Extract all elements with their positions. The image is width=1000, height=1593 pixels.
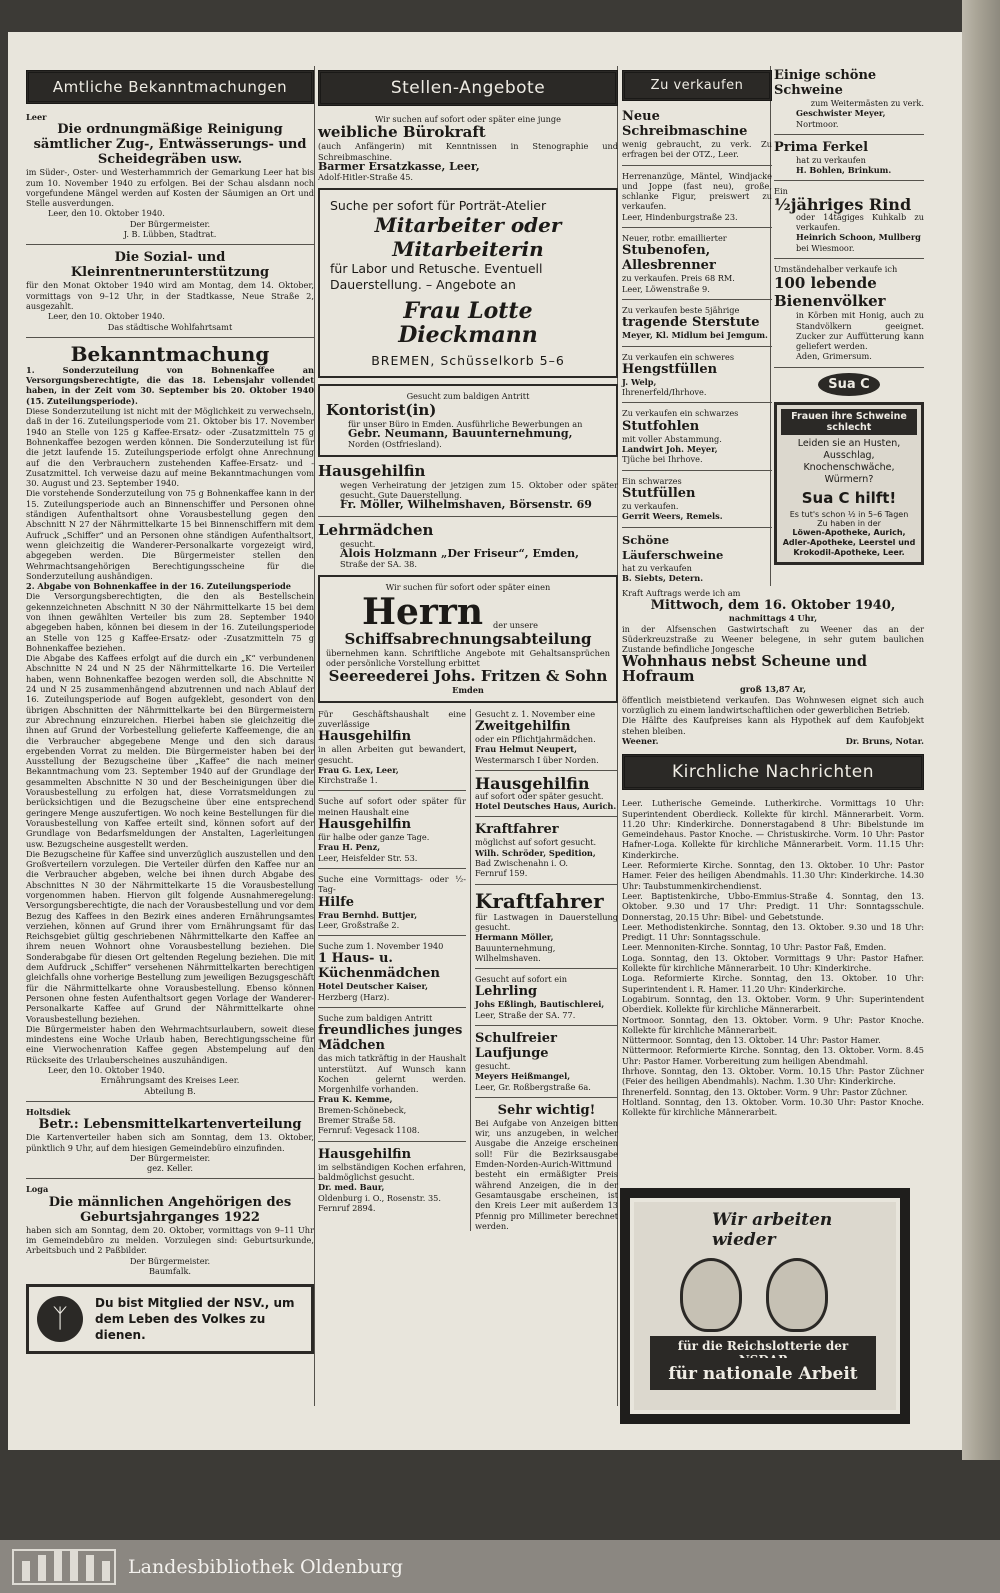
ad-title: Stutfüllen: [622, 485, 696, 501]
ad-intro: Neuer, rotbr. emaillierter: [622, 233, 727, 244]
notice-date: Leer, den 10. Oktober 1940.: [48, 311, 165, 322]
ad-firm: Hermann Möller,: [475, 932, 554, 943]
church-entry: Nüttermoor. Reformierte Kirche. Sonntag, den 13. Oktober. Vorm. 8.45 Uhr: Pastor Hamer. Vorbereitung zum heiligen Abendmahl.: [622, 1045, 924, 1066]
ad-firm: Wilh. Schröder, Spedition,: [475, 847, 596, 858]
ad-firm: Gerrit Weers, Remels.: [622, 511, 723, 522]
ad-subcolumn: [318, 709, 466, 1232]
column-rule: [314, 66, 315, 1406]
ad-firm: Geschwister Meyer,: [796, 108, 886, 119]
ad-title: Hausgehilfin: [475, 773, 590, 793]
sua-c-body: Leiden sie an Husten, Ausschlag, Knochenschwäche, Würmern?: [797, 437, 901, 485]
ad-city: Emden: [452, 685, 484, 696]
ad-intro: Suche zum baldigen Antritt: [318, 1012, 433, 1023]
ad-body: für Lastwagen in Dauerstellung gesucht.: [475, 911, 618, 932]
notice-signature: Der Bürgermeister.: [129, 1255, 211, 1266]
notice-body: Die Bürgermeister haben den Wehrmachtsurlaubern, soweit diese mindestens eine Woche Urlaub haben, Berechtigungsscheine für eine Vierwochenration Kaffee gegen Abstempelung auf den Rückseite des Urlauberscheines auszuhändigen.: [26, 1023, 314, 1065]
ad-body: in allen Arbeiten gut bewandert, gesucht.: [318, 744, 466, 765]
ad-intro: Gesucht zum baldigen Antritt: [406, 391, 530, 402]
ad-box: [318, 384, 618, 456]
ad-firm: B. Siebts, Detern.: [622, 572, 704, 583]
poster-headline: Wir arbeiten wieder: [712, 1210, 833, 1250]
ad-body: in Körben mit Honig, auch zu Standvölkern geeignet. Zucker zur Auffütterung kann geliefert werden.: [796, 310, 924, 352]
ad-body: mit voller Abstammung.: [622, 433, 722, 444]
ad-firm: Frau G. Lex, Leer,: [318, 764, 399, 775]
ad-box: [318, 575, 618, 702]
ad-intro: Suche eine Vormittags- oder ½-Tag-: [318, 873, 466, 895]
auction-body: Die Hälfte des Kaufpreises kann als Hypothek auf dem Kaufobjekt stehen bleiben.: [622, 715, 924, 736]
ad-firm: Barmer Ersatzkasse, Leer,: [318, 159, 480, 173]
ad-body: im selbständigen Kochen erfahren, baldmöglichst gesucht.: [318, 1161, 466, 1182]
ad-body: möglichst auf sofort gesucht.: [475, 837, 597, 848]
ad-body: hat zu verkaufen: [796, 154, 866, 165]
column-job-offers: [318, 40, 618, 1231]
ad-title: ½jähriges Rind: [774, 194, 912, 214]
ad-intro: Gesucht z. 1. November eine: [475, 708, 596, 719]
column-livestock: [774, 68, 924, 571]
section-header: Zu verkaufen: [622, 70, 772, 101]
ad-box: [318, 188, 618, 378]
notice-body: für den Monat Oktober 1940 wird am Montag, dem 14. Oktober, vormittags von 9–12 Uhr, in der Stadtkasse, Neue Straße 2, ausgezahlt.: [26, 280, 314, 311]
church-entry: Leer. Lutherische Gemeinde. Lutherkirche. Vormittags 10 Uhr: Superintendent Oberdieck. Kollekte für kirchl. Männerarbeit. Vorm. 11.20 Uhr: Kinderkirche. Donnerstagabend 8 Uhr: Bibelstunde im Gemeindehaus. Pastor Knoche. — Christuskirche. Vorm. 10 Uhr: Pastor Hafner-Loga. Kollekte für kirchliche Männerarbeit. Vorm. 11.15 Uhr: Kinderkirche.: [622, 798, 924, 860]
ad-body: das mich tatkräftig in der Haushalt unterstützt. Auf Wunsch kann Kochen gelernt werden. Morgenhilfe vorhanden.: [318, 1053, 466, 1095]
ad-address: Adolf-Hitler-Straße 45.: [318, 172, 414, 183]
ad-title: Herrn: [362, 590, 484, 633]
sua-c-logo: Sua C: [818, 373, 879, 396]
ad-firm: Frau Helmut Neupert,: [475, 744, 577, 755]
church-entry: Nortmoor. Sonntag, den 13. Oktober. Vorm. 9 Uhr: Pastor Knoche. Kollekte für kirchliche Männerarbeit.: [622, 1014, 924, 1035]
library-building-icon: [12, 1549, 116, 1585]
ad-firm: Landwirt Joh. Meyer,: [622, 444, 718, 455]
ad-address: Bremer Straße 58.: [318, 1115, 396, 1126]
notice-signature: Ernährungsamt des Kreises Leer.: [100, 1075, 240, 1086]
ad-title: Hausgehilfin: [318, 817, 412, 833]
ad-body: hat zu verkaufen: [622, 562, 692, 573]
ad-intro: Suche zum 1. November 1940: [318, 941, 444, 952]
ad-intro: Wir suchen auf sofort oder später eine junge: [374, 114, 561, 124]
ad-intro: Wir suchen für sofort oder später einen: [385, 582, 551, 593]
notice-title: Betr.: Lebensmittelkartenverteilung: [38, 1117, 302, 1133]
notice-signature: Das städtische Wohlfahrtsamt: [107, 321, 233, 332]
auction-size: groß 13,87 Ar,: [740, 684, 806, 695]
ad-title: 100 lebende Bienenvölker: [774, 274, 886, 311]
auction-title: Wohnhaus nebst Scheune und Hofraum: [622, 653, 868, 686]
ad-title: tragende Sterstute: [622, 315, 760, 331]
ad-body: wenig gebraucht, zu verk. Zu erfragen bei der OTZ., Leer.: [622, 139, 772, 160]
column-for-sale: [622, 40, 772, 583]
sua-c-heading: Frauen ihre Schweine schlecht: [781, 409, 917, 435]
ad-body: zum Weitermästen zu verk.: [810, 98, 924, 108]
ad-address: Leer, Großstraße 2.: [318, 919, 400, 930]
notice-title: Die ordnungmäßige Reinigung sämtlicher Zug-, Entwässerungs- und Scheidegräben usw.: [33, 122, 307, 168]
ad-subcolumn: [470, 709, 618, 1232]
ad-firm: Hotel Deutscher Kaiser,: [318, 981, 429, 992]
ad-firm: Frau Bernhd. Buttjer,: [318, 909, 418, 920]
ad-intro: Umständehalber verkaufe ich: [774, 263, 898, 274]
ad-address: Kirchstraße 1.: [318, 775, 378, 786]
ad-title: Kontorist(in): [326, 400, 437, 419]
sua-c-availability: Zu haben in der: [817, 518, 881, 528]
ad-intro: Zu verkaufen ein schweres: [622, 351, 735, 362]
ad-body: auf sofort oder später gesucht.: [475, 790, 604, 801]
church-entry: Leer. Methodistenkirche. Sonntag, den 13. Oktober. 9.30 und 18 Uhr: Predigt. 11 Uhr: Sonntagsschule.: [622, 921, 924, 943]
section-header: Amtliche Bekanntmachungen: [26, 70, 314, 104]
ad-address: Oldenburg i. O., Rosenstr. 35.: [318, 1192, 441, 1203]
church-list: [622, 798, 924, 1117]
ad-firm: H. Bohlen, Brinkum.: [796, 165, 892, 176]
ad-title: Schulfreier Laufjunge: [475, 1030, 557, 1061]
ad-title: weibliche Bürokraft: [318, 123, 486, 142]
notice-body: Die Abgabe des Kaffees erfolgt auf die durch ein „K“ verbundenen Abschnitte N 24 und N 25 der Nährmittelkarte 16. Die Verteiler haben, wenn Bohnenkaffee bezogen werden soll, die Abschnitte N 24 und N 25 zusammenhängend abzutrennen und nach Ablauf der 16. Zuteilungsperiode auf Bogen aufgeklebt, gesondert von den übrigen Abschnitten der Nährmittelkarte bei den Bürgermeistern zur Abrechnung einzureichen. Hierbei haben sie gleichzeitig die ihnen auf Grund der Vorbestellung gelieferte Kaffeemenge, die an die Verbraucher abgegebene Menge und den sich daraus ergebenden Vorrat zu melden. Die Bürgermeister haben bei der Ausstellung der Bezugscheine über „Kaffee“ die nach meiner Bekanntmachung vom 23. September 1940 auf der Grundlage der gesammelten Abschnitte N 30 und der Bescheinigungen über die Vorausbestellung zu erfolgen hat, diese Vorratsmeldungen zu berücksichtigen und die Bezugscheine über eine entsprechend geringere Menge auszufertigen. Wo noch keine Bestellungen für die Vorausbestellung von Kaffee erteilt sind, können sofort auf der Grundlage von Bedarfsmeldungen der Anstalten, Lagerleitungen usw. Bezugscheine ausgestellt werden.: [26, 653, 314, 849]
ad-body: gesucht.: [340, 538, 376, 549]
notice-signature: Der Bürgermeister.: [129, 1152, 211, 1163]
church-entry: Leer. Reformierte Kirche. Sonntag, den 13. Oktober. 10 Uhr: Pastor Hamer. Feier des heiligen Abendmahls. 11.30 Uhr: Kinderkirche. 14.30 Uhr: Taubstummenkirchendienst.: [622, 860, 924, 891]
notice-subtitle: 1. Sonderzuteilung von Bohnenkaffee an Versorgungsberechtigte, die das 18. Lebensjahr vollendet haben, in der Zeit vom 30. September bis 20. Oktober 1940 (15. Zuteilungsperiode).: [26, 364, 314, 406]
ad-intro: Für Geschäftshaushalt eine zuverlässige: [318, 708, 466, 729]
ad-body: zu verkaufen. Preis 68 RM.: [622, 273, 735, 284]
ad-body: oder ein Pflichtjahrmädchen.: [475, 733, 596, 744]
notice-body: Die Bezugscheine für Kaffee sind unverzüglich auszustellen und den Großverteilern vorzulegen. Die Verteiler dürfen den Kaffee nur an die Verbraucher abgeben, welche bei ihnen durch Abgabe des Abschnittes N 30 der Nährmittelkarte 15 die Vorausbestellung vorgenommen haben. Hiervon gilt folgende Ausnahmeregelung: Versorgungsberechtigte, die nach der Vorausbestellung und vor dem Bezug des Kaffees in den Bezirk eines anderen Ernährungsamtes verziehen, können auf Grund ihrer vom Ernährungsamt für das Reichsgebiet gültig geschriebenen Nährmittelkarte den Kaffee an ihrem neuen Wohnort ohne Vorausbestellung beziehen. Die Sonderabgabe für diesen Ort geltenden Regelung beziehen. Die mit dem Aufdruck „Schiffer“ versehenen Nährmittelkarten berechtigen gleichfalls ohne vorherige Bestellung zum jeweiligen Bezugsgeschäft für die Nährmittelkarte ohne Vorausbestellung. Ebenso können Personen ohne festen Aufenthaltsort gegen Vorlage der Wanderer-Personalkarte Kaffee auf Grund der Nährmittelkarte ohne Vorausbestellung beziehen.: [26, 848, 314, 1024]
ad-body: oder 14tägiges Kuhkalb zu verkaufen.: [796, 211, 924, 233]
notice-place: Loga: [26, 1184, 49, 1195]
ad-title: Schöne Läuferschweine: [622, 532, 724, 562]
notice-date: Leer, den 10. Oktober 1940.: [48, 1065, 165, 1076]
auction-body: in der Alfsenschen Gastwirtschaft zu Weener das an der Süderkreuzstraße zu Weener belegene, in sehr gutem baulichen Zustande befindliche Jongesche: [622, 623, 924, 655]
ad-address: Nortmoor.: [796, 118, 839, 129]
auction-place: Weener.: [622, 735, 659, 746]
auction-body: öffentlich meistbietend verkaufen. Das Wohnwesen eignet sich auch vorzüglich zu einem landwirtschaftlichen oder gewerblichen Betrieb.: [622, 694, 924, 716]
auction-time: nachmittags 4 Uhr,: [728, 613, 818, 624]
notice-body: im Süder-, Oster- und Westerhammrich der Gemarkung Leer hat bis zum 10. November 1940 zu erfolgen. Bei der Schau alsdann noch vorgefundene Mängel werden auf Kosten der Säumigen an Ort und Stelle ausverdungen.: [26, 167, 314, 209]
ad-body: wegen Verheiratung der jetzigen zum 15. Oktober oder später gesucht. Gute Dauerstellung.: [340, 479, 618, 500]
ad-address: BREMEN, Schüsselkorb 5–6: [371, 353, 565, 369]
notice-title: Die Sozial- und Kleinrentnerunterstützung: [70, 250, 270, 281]
ad-title: Kraftfahrer: [475, 822, 559, 838]
notice-body: haben sich am Sonntag, dem 20. Oktober, vormittags von 9–11 Uhr im Gemeindebüro zu melden. Vorzulegen sind: Geburtsurkunde, Arbeitsbuch und 2 Paßbilder.: [26, 1224, 314, 1256]
ad-body: übernehmen kann. Schriftliche Angebote mit Gehaltsansprüchen oder persönliche Vorstellung erbittet: [326, 647, 610, 669]
ad-firm: Gebr. Neumann, Bauunternehmung,: [348, 427, 573, 441]
notice-signature: Baumfalk.: [148, 1265, 192, 1276]
auction-date: Mittwoch, dem 16. Oktober 1940,: [650, 598, 896, 614]
notice-signature: Abteilung B.: [144, 1085, 196, 1096]
notice-place: Leer: [26, 112, 47, 122]
ad-phone: Fernruf 2894.: [318, 1202, 376, 1213]
ad-address: Aden, Grimersum.: [796, 351, 872, 362]
notice-subtitle: 2. Abgabe von Bohnenkaffee in der 16. Zuteilungsperiode: [26, 581, 291, 592]
ad-intro: Gesucht auf sofort ein: [475, 974, 568, 985]
ad-address: Norden (Ostfriesland).: [348, 439, 442, 450]
sua-c-claim: Sua C hilft!: [801, 488, 897, 507]
ad-address: Tjüche bei Ihrhove.: [622, 454, 703, 465]
ad-body: für halbe oder ganze Tage.: [318, 832, 430, 843]
ad-title: Stutfohlen: [622, 418, 700, 434]
notice-signature: gez. Keller.: [146, 1163, 194, 1174]
sua-c-ad: [774, 402, 924, 565]
ad-title: Hausgehilfin: [318, 1146, 412, 1162]
ad-address: Herzberg (Harz).: [318, 991, 390, 1002]
ad-body: für Labor und Retusche. Eventuell Dauerstellung. – Angebote an: [330, 261, 543, 293]
ad-intro: Zu verkaufen ein schwarzes: [622, 408, 739, 419]
ad-title: Zweitgehilfin: [475, 718, 571, 734]
ad-firm: Dr. med. Baur,: [318, 1182, 385, 1193]
church-entry: Logabirum. Sonntag, den 13. Oktober. Vorm. 9 Uhr: Superintendent Oberdiek. Kollekte für kirchliche Männerarbeit.: [622, 993, 924, 1015]
section-header: Stellen-Angebote: [318, 70, 618, 106]
ad-address: Ihrenerfeld/Ihrhove.: [622, 387, 707, 398]
worker-face-icon: [680, 1258, 742, 1332]
ad-title: Lehrling: [475, 984, 538, 1000]
church-entry: Leer. Mennoniten-Kirche. Sonntag, 10 Uhr: Pastor Faß, Emden.: [622, 942, 887, 953]
notice-body: Diese Sonderzuteilung ist nicht mit der Möglichkeit zu verwechseln, daß in der 16. Zuteilungsperiode vom 21. Oktober bis 17. November 1940 an Stelle von 125 g Kaffee-Ersatz- oder -Zusatzmitteln 75 g Bohnenkaffee bezogen werden können. Die Sonderzuteilung ist für die jetzt laufende 15. Zuteilungsperiode erfolgt ohne Anrechnung auf die den Verbrauchern zustehenden Kaffee-Ersatz- und -Zusatzmittel. Ich verweise dazu auf meine Bekanntmachungen vom 30. August und 23. September 1940.: [26, 406, 314, 489]
ad-intro: Zu verkaufen beste 5jährige: [622, 304, 740, 315]
ad-body: Bei Aufgabe von Anzeigen bitten wir, uns anzugeben, in welcher Ausgabe die Anzeige erscheinen soll! Für die Bezirksausgabe Emden-Norden-Aurich-Wittmund besteht ein ermäßigter Preis während Anzeigen, die in der Gesamtausgabe erscheinen, ist den Kreis Leer mit außerdem 13 Pfennig pro Millimeter berechnet werden.: [475, 1117, 618, 1231]
ad-address: bei Wiesmoor.: [796, 242, 855, 253]
notice-body: Die Versorgungsberechtigten, die den als Bestellschein gekennzeichneten Abschnitt N 30 der Nährmittelkarte 15 bei dem von ihnen gewählten Verteiler bis zum 28. September 1940 abgegeben haben, können bei diesem in der 16. Zuteilungsperiode an Stelle von 125 g Kaffee-Ersatz- oder -Zusatzmitteln 75 g Bohnenkaffee beziehen.: [26, 591, 314, 653]
nsv-box: [26, 1284, 314, 1354]
poster-illustration: [674, 1258, 850, 1338]
church-entry: Ihrhove. Sonntag, den 13. Oktober. Vorm. 10.15 Uhr: Pastor Züchner (Feier des heiligen Abendmahls). Nachm. 1.30 Uhr: Kinderkirche.: [622, 1065, 924, 1087]
church-entry: Leer. Baptistenkirche, Ubbo-Emmius-Straße 4. Sonntag, den 13. Oktober. 9.30 und 17 Uhr: Predigt. 11 Uhr: Sonntagsschule. Donnerstag, 20.15 Uhr: Bibel- und Gebetstunde.: [622, 890, 924, 922]
ad-title: Hilfe: [318, 894, 355, 910]
ad-title: Lehrmädchen: [318, 520, 434, 539]
church-entry: Loga. Reformierte Kirche. Sonntag, den 13. Oktober. 10 Uhr: Superintendent i. R. Hamer. 11.20 Uhr: Kinderkirche.: [622, 973, 924, 994]
ad-title: Hengstfüllen: [622, 361, 718, 377]
auction-intro: Kraft Auftrags werde ich am: [622, 588, 741, 598]
ad-body: Herrenanzüge, Mäntel, Windjacke und Joppe (fast neu), große, schlanke Figur, preiswert zu verkaufen.: [622, 170, 772, 212]
ad-firm: Meyer, Kl. Midlum bei Jemgum.: [622, 330, 768, 341]
ad-address: Westermarsch I über Norden.: [475, 754, 599, 765]
sua-c-dose: Es tut's schon ½ in 5–6 Tagen: [789, 509, 909, 519]
ad-title: Stubenofen, Allesbrenner: [622, 243, 716, 274]
church-entry: Nüttermoor. Sonntag, den 13. Oktober. 14 Uhr: Pastor Hamer.: [622, 1035, 881, 1046]
ad-firm: Seereederei Johs. Fritzen & Sohn: [328, 667, 608, 686]
notice-place: Holtsdiek: [26, 1106, 71, 1117]
ad-firm: J. Welp,: [622, 376, 657, 387]
ad-firm: Alois Holzmann „Der Friseur“, Emden,: [340, 546, 579, 560]
notice-signature: Der Bürgermeister.: [129, 218, 211, 229]
ad-title: Neue Schreibmaschine: [622, 109, 748, 139]
ad-side: der unsere: [493, 620, 538, 631]
ad-phone: Fernruf 159.: [475, 868, 528, 879]
ad-firm: Frau K. Kemme,: [318, 1094, 393, 1105]
ad-address: Leer, Straße der SA. 77.: [475, 1009, 576, 1020]
ad-department: Schiffsabrechnungsabteilung: [344, 629, 592, 648]
lottery-poster: [620, 1188, 910, 1424]
sua-c-shops: Löwen-Apotheke, Aurich, Adler-Apotheke, Leerstel und Krokodil-Apotheke, Leer.: [782, 527, 916, 557]
section-header: Kirchliche Nachrichten: [622, 754, 924, 790]
ad-address: Leer, Löwenstraße 9.: [622, 283, 710, 294]
ad-body: zu verkaufen.: [622, 500, 679, 511]
ad-title: Hausgehilfin: [318, 461, 426, 480]
ad-address: Bad Zwischenahn i. O.: [475, 858, 568, 869]
ad-firm: Heinrich Schoon, Mullberg: [796, 232, 921, 243]
library-footer: [0, 1540, 1000, 1593]
auction-notice: [622, 588, 924, 1117]
worker-face-icon: [766, 1258, 828, 1332]
ad-title: Mitarbeiter oder Mitarbeiterin: [374, 213, 562, 262]
ad-title: 1 Haus- u. Küchenmädchen: [318, 951, 440, 982]
ad-title: freundliches junges Mädchen: [318, 1023, 463, 1054]
church-entry: Ihrenerfeld. Sonntag, den 13. Oktober. Vorm. 9 Uhr: Pastor Züchner.: [622, 1086, 908, 1097]
auction-signature: Dr. Bruns, Notar.: [845, 735, 924, 746]
church-entry: Loga. Sonntag, den 13. Oktober. Vormittags 9 Uhr: Pastor Hafner. Kollekte für kirchliche Männerarbeit. 10 Uhr: Kinderkirche.: [622, 952, 924, 974]
notice-title: Bekanntmachung: [70, 341, 270, 366]
ad-title: Einige schöne Schweine: [774, 68, 877, 98]
ad-firm: Hotel Deutsches Haus, Aurich.: [475, 801, 617, 812]
ad-address: Leer, Heisfelder Str. 53.: [318, 852, 418, 863]
book-edge: [962, 0, 1000, 1460]
ad-title: Kraftfahrer: [475, 888, 604, 913]
ad-title: Hausgehilfin: [318, 729, 412, 745]
poster-band: für nationale Arbeit: [650, 1358, 876, 1390]
ad-firm: Johs Eßlingh, Bautischlerei,: [475, 999, 605, 1010]
ad-body: (auch Anfängerin) mit Kenntnissen in Stenographie und Schreibmaschine.: [318, 141, 618, 162]
nsv-text: Du bist Mitglied der NSV., um dem Leben des Volkes zu dienen.: [95, 1296, 295, 1343]
ad-intro: Ein schwarzes: [622, 475, 682, 486]
ad-address: Wilhelmshaven.: [475, 952, 541, 963]
church-entry: Holtland. Sonntag, den 13. Oktober. Vorm. 10.30 Uhr: Pastor Knoche. Kollekte für kirchliche Männerarbeit.: [622, 1096, 924, 1118]
poster-band: für die Reichslotterie der: [650, 1336, 876, 1370]
ad-address: Bauunternehmung,: [475, 942, 556, 953]
notice-signature: J. B. Lübben, Stadtrat.: [123, 229, 217, 240]
ad-intro: Suche per sofort für Porträt-Atelier: [330, 198, 547, 214]
notice-date: Leer, den 10. Oktober 1940.: [48, 208, 165, 219]
notice-title: Die männlichen Angehörigen des Geburtsjahrganges 1922: [48, 1194, 292, 1225]
ad-phone: Fernruf: Vegesack 1108.: [318, 1125, 420, 1136]
ad-body: für unser Büro in Emden. Ausführliche Bewerbungen an: [348, 418, 583, 429]
ad-body: gesucht.: [475, 1060, 511, 1071]
column-official-notices: [26, 40, 314, 1354]
notice-body: Die Kartenverteiler haben sich am Sonntag, dem 13. Oktober, pünktlich 9 Uhr, auf dem hiesigen Gemeindebüro einzufinden.: [26, 1132, 314, 1153]
ad-title: Prima Ferkel: [774, 139, 869, 155]
ad-firm: Frau Lotte Dieckmann: [398, 298, 538, 349]
ad-address: Leer, Hindenburgstraße 23.: [622, 211, 738, 222]
ad-intro: Suche auf sofort oder später für meinen Haushalt eine: [318, 796, 466, 817]
library-name: Landesbibliothek Oldenburg: [128, 1555, 403, 1578]
nsv-rune-icon: ᛉ: [37, 1296, 83, 1342]
ad-firm: Fr. Möller, Wilhelmshaven, Börsenstr. 69: [340, 498, 592, 512]
ad-firm: Frau H. Penz,: [318, 842, 381, 853]
ad-title: Sehr wichtig!: [497, 1102, 596, 1118]
ad-address: Leer, Gr. Roßbergstraße 6a.: [475, 1081, 591, 1092]
notice-body: Die vorstehende Sonderzuteilung von 75 g Bohnenkaffee kann in der 15. Zuteilungsperiode auch an Binnenschiffer und Personen ohne ständigen Aufenthaltsort ohne Vorausbestellung gegen den Abschnitt N 27 der Nährmittelkarte 15 bei Binnenschiffern mit dem Aufruck „Schiffer“ und an Personen ohne ständigen Aufenthaltsort, wenn gleichzeitig die Wanderer-Personalkarte vorgezeigt wird, abgegeben werden. Die Bürgermeister stellen den Wehrmachtsangehörigen Berechtigungsscheine für die Sonderzuteilung aushändigen.: [26, 488, 314, 581]
ad-address: Straße der SA. 38.: [340, 559, 417, 570]
ad-address: Bremen-Schönebeck,: [318, 1104, 407, 1115]
ad-firm: Meyers Heißmangel,: [475, 1071, 571, 1082]
ad-prefix: Ein: [774, 186, 788, 197]
